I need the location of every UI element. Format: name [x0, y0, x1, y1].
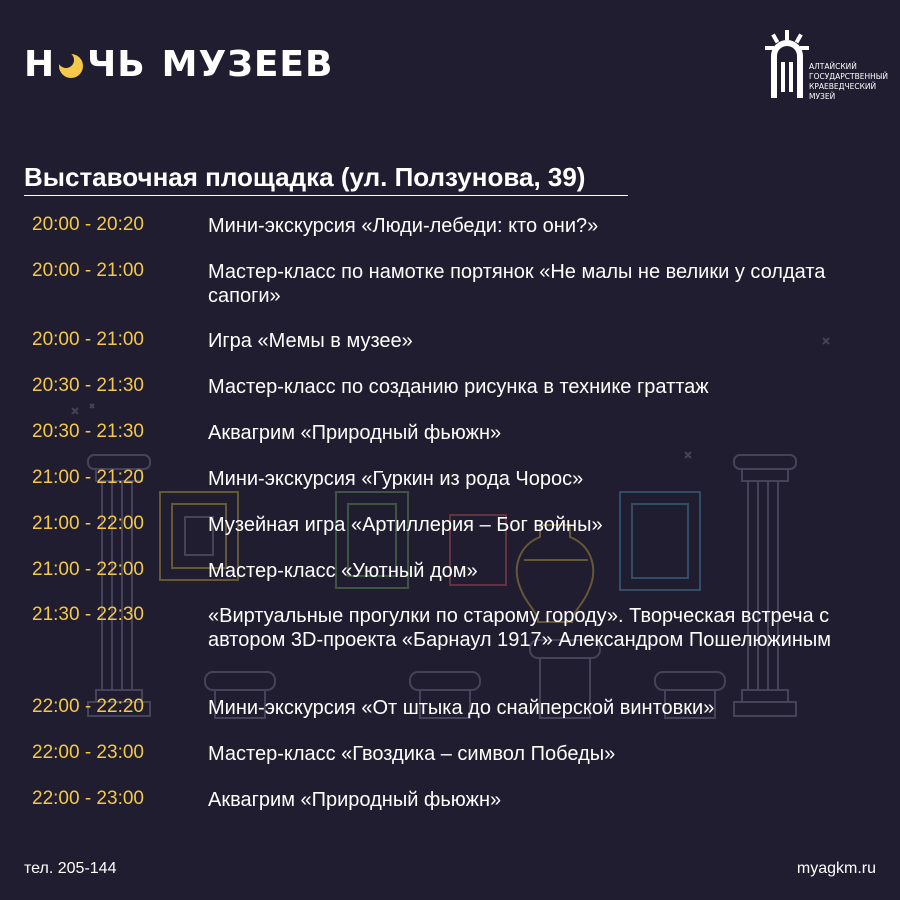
- schedule-time: 20:00 - 21:00: [32, 260, 144, 281]
- venue-title-underline: [24, 195, 628, 196]
- venue-title: Выставочная площадка (ул. Ползунова, 39): [24, 162, 586, 192]
- schedule-time: 21:00 - 21:20: [32, 467, 144, 488]
- schedule-event: Мастер-класс «Уютный дом»: [208, 560, 478, 582]
- schedule-event: Мастер-класс «Гвоздика – символ Победы»: [208, 743, 616, 765]
- logo-letters-ch: ЧЬ: [87, 44, 146, 85]
- schedule-event: Музейная игра «Артиллерия – Бог войны»: [208, 514, 603, 536]
- schedule-time: 20:00 - 21:00: [32, 329, 144, 350]
- schedule-time: 20:30 - 21:30: [32, 375, 144, 396]
- museum-name-line-4: МУЗЕЙ: [809, 92, 836, 101]
- schedule-event: Мастер-класс по намотке портянок «Не малы не велики у солдата сапоги»: [208, 261, 826, 307]
- schedule-event: Мини-экскурсия «Гуркин из рода Чорос»: [208, 468, 584, 490]
- schedule-event: Игра «Мемы в музее»: [208, 330, 413, 352]
- schedule-event: «Виртуальные прогулки по старому городу». Творческая встреча с автором 3D-проекта «Барнаул 1917» Александром Пошелюжиным: [208, 605, 831, 651]
- schedule-event: Мини-экскурсия «Люди-лебеди: кто они?»: [208, 215, 599, 237]
- schedule-time: 21:30 - 22:30: [32, 604, 144, 625]
- schedule-time: 22:00 - 23:00: [32, 742, 144, 763]
- museum-name-line-2: ГОСУДАРСТВЕННЫЙ: [809, 72, 889, 81]
- museum-name-line-3: КРАЕВЕДЧЕСКИЙ: [809, 82, 877, 91]
- schedule-event: Аквагрим «Природный фьюжн»: [208, 422, 502, 444]
- schedule-event: Мастер-класс по созданию рисунка в технике граттаж: [208, 376, 709, 398]
- schedule-time: 22:00 - 22:20: [32, 696, 144, 717]
- schedule-time: 21:00 - 22:00: [32, 513, 144, 534]
- schedule-time: 22:00 - 23:00: [32, 788, 144, 809]
- noch-muzeev-logo: [24, 44, 333, 85]
- schedule-time: 20:30 - 21:30: [32, 421, 144, 442]
- footer-website-link[interactable]: myagkm.ru: [796, 860, 876, 877]
- schedule-time: 20:00 - 20:20: [32, 214, 144, 235]
- museum-name-line-1: АЛТАЙСКИЙ: [809, 62, 857, 71]
- museum-emblem-icon: [765, 28, 809, 100]
- schedule-event: Аквагрим «Природный фьюжн»: [208, 789, 502, 811]
- museum-logo: [765, 28, 889, 108]
- schedule-event: Мини-экскурсия «От штыка до снайперской винтовки»: [208, 697, 715, 719]
- right-column-decoration: [734, 455, 796, 716]
- left-column-decoration: [88, 455, 150, 716]
- moon-icon: [56, 50, 86, 80]
- logo-letter-n: Н: [24, 44, 56, 85]
- footer-phone: тел. 205-144: [24, 860, 117, 877]
- schedule-time: 21:00 - 22:00: [32, 559, 144, 580]
- museum-name: [809, 62, 887, 102]
- logo-word-muzeev: МУЗЕЕВ: [161, 44, 334, 85]
